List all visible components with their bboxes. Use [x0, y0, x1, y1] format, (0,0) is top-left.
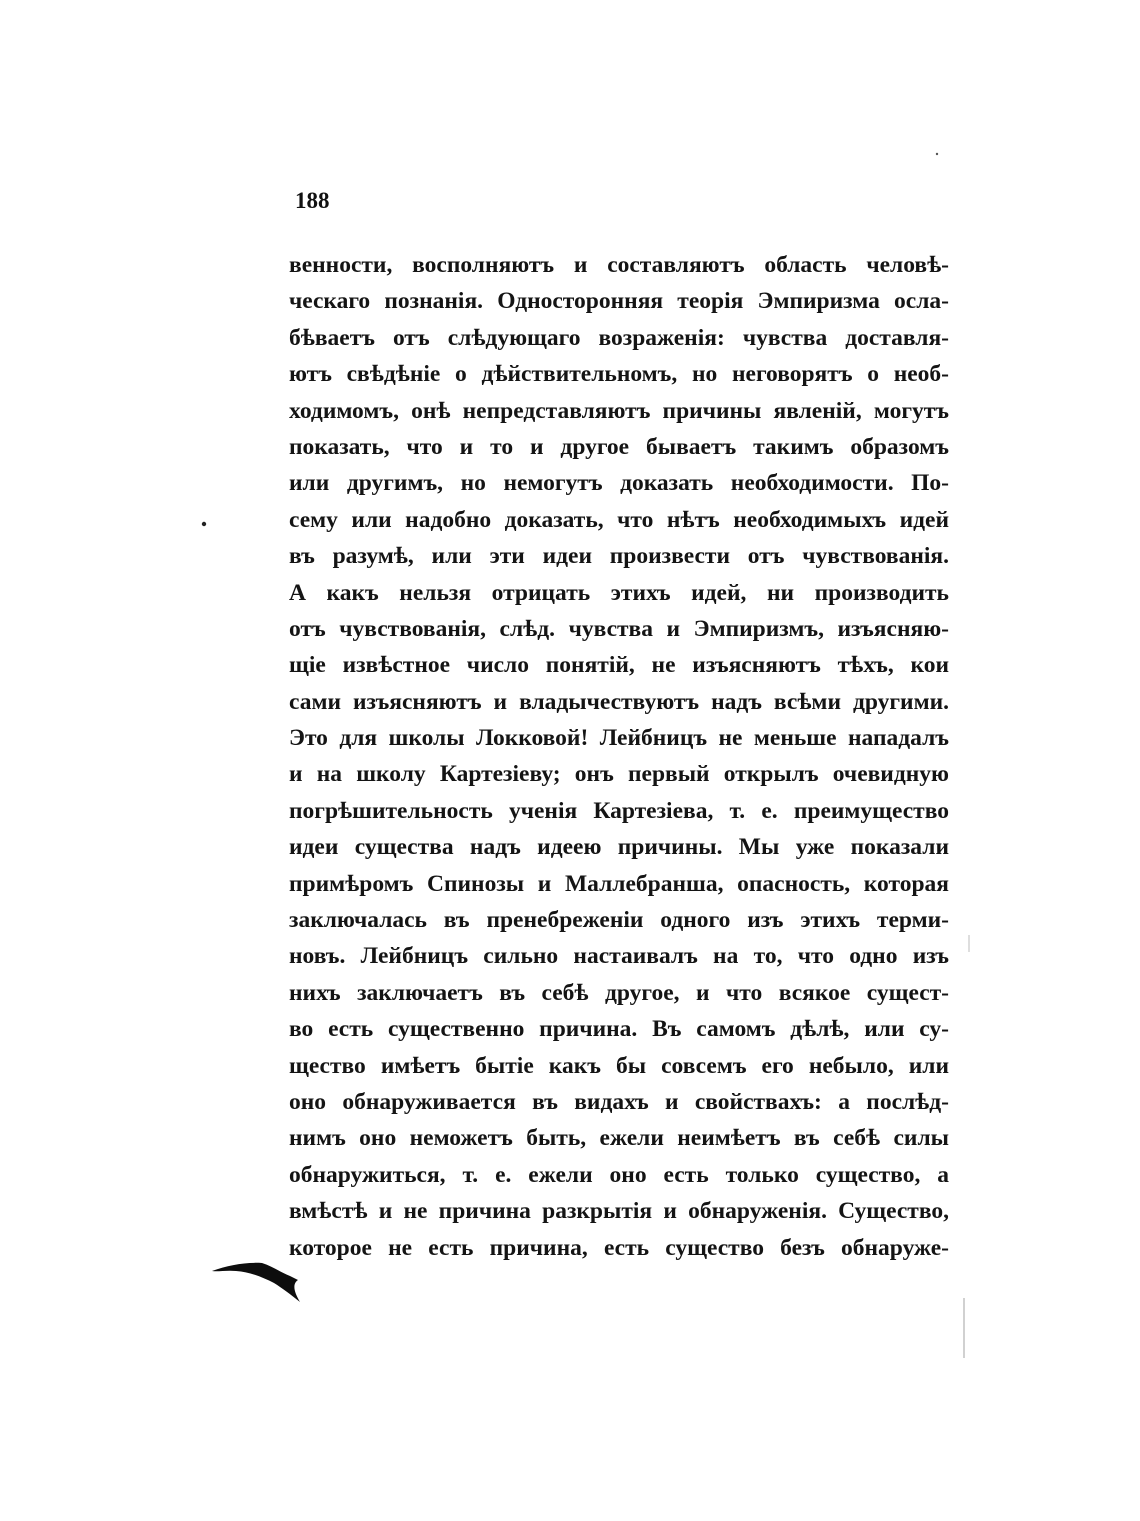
- text-line: оно обнаруживается въ видахъ и свойствахъ: а послѣд-: [289, 1088, 949, 1115]
- text-line: венности, восполняютъ и составляютъ область человѣ-: [289, 252, 949, 278]
- text-line: нимъ оно неможетъ быть, ежели неимѣетъ въ себѣ силы: [289, 1125, 949, 1152]
- scan-speck: [202, 522, 206, 526]
- text-line: которое не есть причина, есть существо безъ обнаруже-: [289, 1234, 949, 1261]
- text-line: обнаружиться, т. е. ежели оно есть только существо, а: [289, 1161, 949, 1188]
- ink-blot: [212, 1263, 300, 1302]
- text-line: нихъ заключаетъ въ себѣ другое, и что всякое сущест-: [289, 979, 949, 1006]
- text-line: Это для школы Локковой! Лейбницъ не меньше нападалъ: [289, 725, 949, 752]
- text-line: сему или надобно доказать, что нѣтъ необходимыхъ идей: [289, 506, 949, 533]
- text-line: отъ чувствованія, слѣд. чувства и Эмпиризмъ, изъясняю-: [289, 615, 949, 642]
- text-line: сами изъясняютъ и владычествуютъ надъ всѣми другими.: [289, 688, 949, 715]
- text-line: вмѣстѣ и не причина разкрытія и обнаруженія. Существо,: [289, 1198, 949, 1225]
- text-line: новъ. Лейбницъ сильно настаивалъ на то, что одно изъ: [289, 943, 949, 970]
- text-line: въ разумѣ, или эти идеи произвести отъ чувствованія.: [289, 543, 949, 570]
- text-line: щіе извѣстное число понятій, не изъясняютъ тѣхъ, кои: [289, 652, 949, 679]
- text-line: ходимомъ, онѣ непредставляютъ причины явленій, могутъ: [289, 397, 949, 424]
- text-line: показать, что и то и другое бываетъ такимъ образомъ: [289, 433, 949, 460]
- text-line: бѣваетъ отъ слѣдующаго возраженія: чувства доставля-: [289, 324, 949, 351]
- page-number: 188: [295, 188, 330, 213]
- text-line: А какъ нельзя отрицать этихъ идей, ни производить: [289, 579, 949, 606]
- text-line: и на школу Картезіеву; онъ первый открылъ очевидную: [289, 761, 949, 788]
- text-line: примѣромъ Спинозы и Маллебранша, опасность, которая: [289, 870, 949, 897]
- body-text: [289, 247, 949, 1266]
- text-line: погрѣшительность ученія Картезіева, т. е. преимущество: [289, 797, 949, 824]
- text-line: или другимъ, но немогутъ доказать необходимости. По-: [289, 470, 949, 497]
- text-line: идеи существа надъ идеею причины. Мы уже показали: [289, 834, 949, 861]
- scan-speck: [936, 153, 938, 155]
- text-line: ческаго познанія. Односторонняя теорія Эмпиризма осла-: [289, 288, 949, 315]
- text-line: во есть существенно причина. Въ самомъ дѣлѣ, или су-: [289, 1016, 949, 1043]
- text-line: ютъ свѣдѣніе о дѣйствительномъ, но неговорятъ о необ-: [289, 361, 949, 388]
- text-line: заключалась въ пренебреженіи одного изъ этихъ терми-: [289, 907, 949, 934]
- text-line: щество имѣетъ бытіе какъ бы совсемъ его небыло, или: [289, 1052, 949, 1079]
